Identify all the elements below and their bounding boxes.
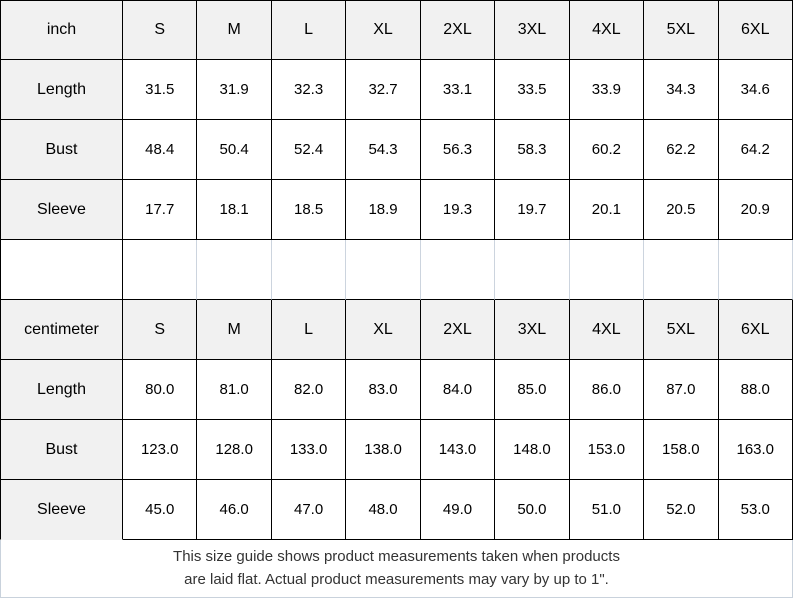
size-header-cell: L	[272, 0, 346, 60]
measurement-label-cell: Sleeve	[0, 180, 123, 240]
measurement-value-cell: 86.0	[570, 360, 644, 420]
size-header-cell: 4XL	[570, 300, 644, 360]
size-header-cell: 3XL	[495, 0, 569, 60]
measurement-value-cell: 84.0	[421, 360, 495, 420]
measurement-label-cell: Length	[0, 60, 123, 120]
size-header-cell: M	[197, 300, 271, 360]
measurement-value-cell: 123.0	[123, 420, 197, 480]
measurement-label-cell: Bust	[0, 420, 123, 480]
size-header-cell: 2XL	[421, 300, 495, 360]
measurement-value-cell: 81.0	[197, 360, 271, 420]
measurement-value-cell: 48.4	[123, 120, 197, 180]
measurement-value-cell: 34.3	[644, 60, 718, 120]
measurement-value-cell: 133.0	[272, 420, 346, 480]
measurement-value-cell: 47.0	[272, 480, 346, 540]
measurement-value-cell: 48.0	[346, 480, 420, 540]
unit-cell-inch: inch	[0, 0, 123, 60]
size-header-cell: 5XL	[644, 300, 718, 360]
measurement-value-cell: 51.0	[570, 480, 644, 540]
measurement-value-cell: 19.3	[421, 180, 495, 240]
size-header-cell: 3XL	[495, 300, 569, 360]
size-header-cell: 6XL	[719, 300, 793, 360]
measurement-value-cell: 58.3	[495, 120, 569, 180]
measurement-value-cell: 20.1	[570, 180, 644, 240]
measurement-value-cell: 49.0	[421, 480, 495, 540]
measurement-value-cell: 33.5	[495, 60, 569, 120]
measurement-value-cell: 20.9	[719, 180, 793, 240]
footer-note-line1: This size guide shows product measurements taken when products	[173, 548, 620, 565]
measurement-value-cell: 52.4	[272, 120, 346, 180]
spacer-row-cell	[123, 240, 197, 300]
measurement-value-cell: 33.9	[570, 60, 644, 120]
measurement-value-cell: 128.0	[197, 420, 271, 480]
measurement-value-cell: 32.3	[272, 60, 346, 120]
size-header-cell: 2XL	[421, 0, 495, 60]
size-header-cell: S	[123, 0, 197, 60]
spacer-row-cell	[421, 240, 495, 300]
footer-note-line2: are laid flat. Actual product measurements may vary by up to 1".	[184, 570, 609, 588]
measurement-value-cell: 17.7	[123, 180, 197, 240]
size-header-cell: 6XL	[719, 0, 793, 60]
measurement-value-cell: 88.0	[719, 360, 793, 420]
spacer-row-cell	[719, 240, 793, 300]
spacer-row-cell	[0, 240, 123, 300]
measurement-value-cell: 32.7	[346, 60, 420, 120]
measurement-label-cell: Length	[0, 360, 123, 420]
size-header-cell: L	[272, 300, 346, 360]
size-header-cell: 4XL	[570, 0, 644, 60]
measurement-value-cell: 83.0	[346, 360, 420, 420]
measurement-value-cell: 45.0	[123, 480, 197, 540]
spacer-row-cell	[197, 240, 271, 300]
measurement-value-cell: 87.0	[644, 360, 718, 420]
spacer-row-cell	[495, 240, 569, 300]
measurement-value-cell: 34.6	[719, 60, 793, 120]
size-header-cell: XL	[346, 300, 420, 360]
measurement-value-cell: 80.0	[123, 360, 197, 420]
measurement-value-cell: 148.0	[495, 420, 569, 480]
spacer-row-cell	[272, 240, 346, 300]
measurement-value-cell: 53.0	[719, 480, 793, 540]
measurement-value-cell: 52.0	[644, 480, 718, 540]
measurement-value-cell: 50.0	[495, 480, 569, 540]
size-header-cell: 5XL	[644, 0, 718, 60]
unit-cell-centimeter: centimeter	[0, 300, 123, 360]
measurement-value-cell: 18.9	[346, 180, 420, 240]
measurement-label-cell: Sleeve	[0, 480, 123, 540]
measurement-value-cell: 50.4	[197, 120, 271, 180]
measurement-value-cell: 158.0	[644, 420, 718, 480]
measurement-value-cell: 46.0	[197, 480, 271, 540]
measurement-value-cell: 64.2	[719, 120, 793, 180]
measurement-value-cell: 56.3	[421, 120, 495, 180]
size-header-cell: M	[197, 0, 271, 60]
spacer-row-cell	[644, 240, 718, 300]
measurement-value-cell: 31.9	[197, 60, 271, 120]
measurement-value-cell: 19.7	[495, 180, 569, 240]
measurement-value-cell: 138.0	[346, 420, 420, 480]
measurement-value-cell: 82.0	[272, 360, 346, 420]
measurement-value-cell: 163.0	[719, 420, 793, 480]
measurement-value-cell: 33.1	[421, 60, 495, 120]
measurement-value-cell: 153.0	[570, 420, 644, 480]
measurement-value-cell: 143.0	[421, 420, 495, 480]
measurement-value-cell: 54.3	[346, 120, 420, 180]
measurement-value-cell: 85.0	[495, 360, 569, 420]
measurement-value-cell: 18.5	[272, 180, 346, 240]
measurement-value-cell: 20.5	[644, 180, 718, 240]
measurement-value-cell: 31.5	[123, 60, 197, 120]
measurement-value-cell: 62.2	[644, 120, 718, 180]
measurement-value-cell: 18.1	[197, 180, 271, 240]
measurement-value-cell: 60.2	[570, 120, 644, 180]
footer-note	[0, 540, 793, 598]
size-header-cell: XL	[346, 0, 420, 60]
measurement-label-cell: Bust	[0, 120, 123, 180]
spacer-row-cell	[346, 240, 420, 300]
size-header-cell: S	[123, 300, 197, 360]
spacer-row-cell	[570, 240, 644, 300]
